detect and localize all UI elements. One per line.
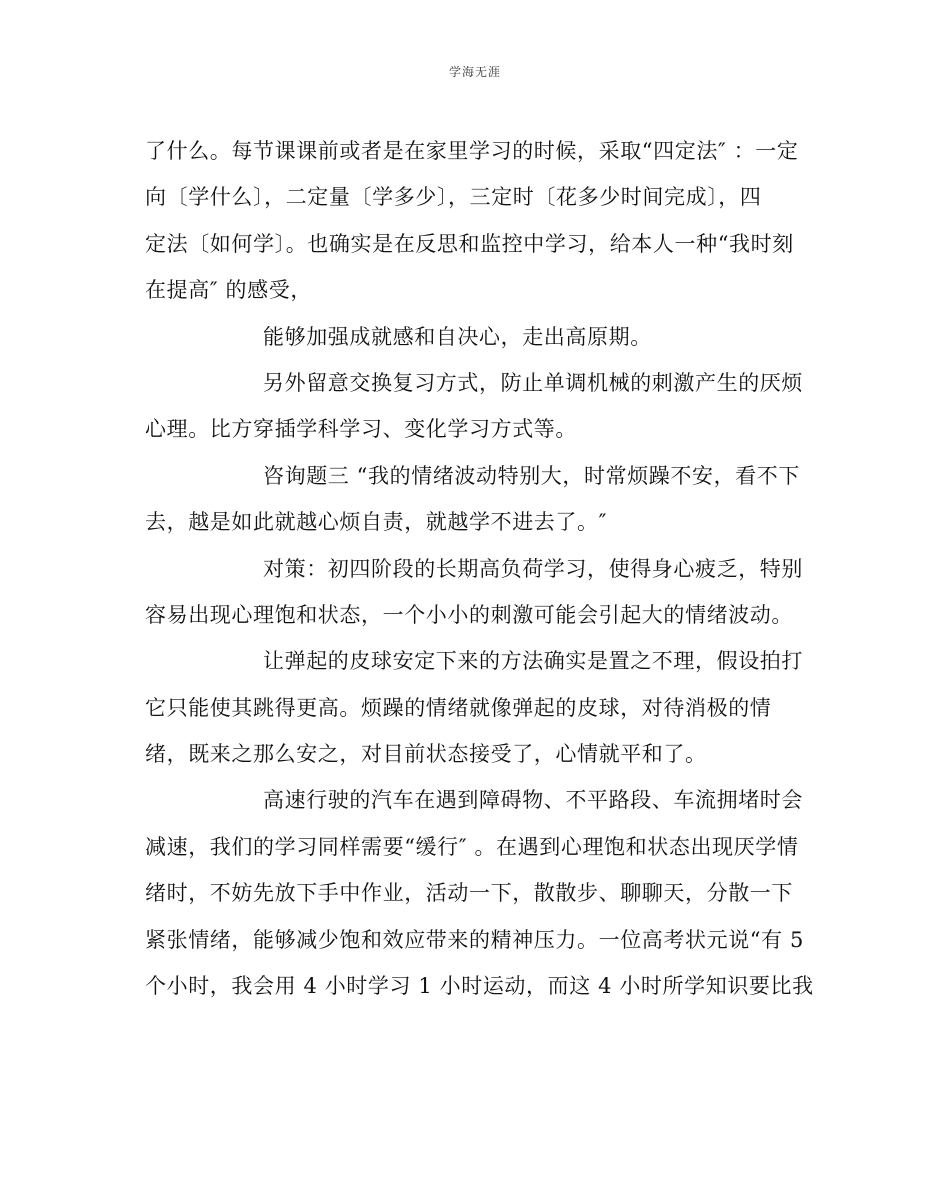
text-line: 向〔学什么〕，二定量〔学多少〕，三定时〔花多少时间完成〕，四 <box>145 185 762 210</box>
body-text <box>145 128 814 1009</box>
paragraph-start-line: 高速行驶的汽车在遇到障碍物、不平路段、车流拥堵时会 <box>263 788 803 813</box>
text-line: 绪时，不妨先放下手中作业，活动一下，散散步、聊聊天，分散一下 <box>145 881 793 906</box>
paragraph-start-line: 能够加强成就感和自决心，走出高原期。 <box>263 324 652 349</box>
paragraph-start-line: 另外留意交换复习方式，防止单调机械的刺激产生的厌烦 <box>263 370 803 395</box>
text-line: 绪，既来之那么安之，对目前状态接受了，心情就平和了。 <box>145 742 707 767</box>
text-line: 个小时，我会用 4 小时学习 1 小时运动，而这 4 小时所学知识要比我 <box>145 974 814 999</box>
paragraph-start-line: 对策：初四阶段的长期高负荷学习，使得身心疲乏，特别 <box>263 556 803 581</box>
page-header: 学海无涯 <box>448 65 501 79</box>
text-line: 去，越是如此就越心烦自责，就越学不进去了。″ <box>145 510 608 535</box>
paragraph-start-line: 咨询题三 “我的情绪波动特别大，时常烦躁不安，看不下 <box>263 463 801 488</box>
text-line: 在提高″ 的感受， <box>145 278 312 303</box>
text-line: 紧张情绪，能够减少饱和效应带来的精神压力。一位高考状元说“有 5 <box>145 927 804 952</box>
text-line: 容易出现心理饱和状态，一个小小的刺激可能会引起大的情绪波动。 <box>145 602 793 627</box>
text-line: 它只能使其跳得更高。烦躁的情绪就像弹起的皮球，对待消极的情 <box>145 695 772 720</box>
text-line: 定法〔如何学〕。也确实是在反思和监控中学习，给本人一种“我时刻 <box>145 231 794 256</box>
text-line: 心理。比方穿插学科学习、变化学习方式等。 <box>145 417 577 442</box>
text-line: 减速，我们的学习同样需要“缓行″ 。在遇到心理饱和状态出现厌学情 <box>145 834 799 859</box>
text-line: 了什么。每节课课前或者是在家里学习的时候，采取“四定法″ ：一定 <box>145 139 799 163</box>
paragraph-start-line: 让弹起的皮球安定下来的方法确实是置之不理，假设拍打 <box>263 649 803 674</box>
